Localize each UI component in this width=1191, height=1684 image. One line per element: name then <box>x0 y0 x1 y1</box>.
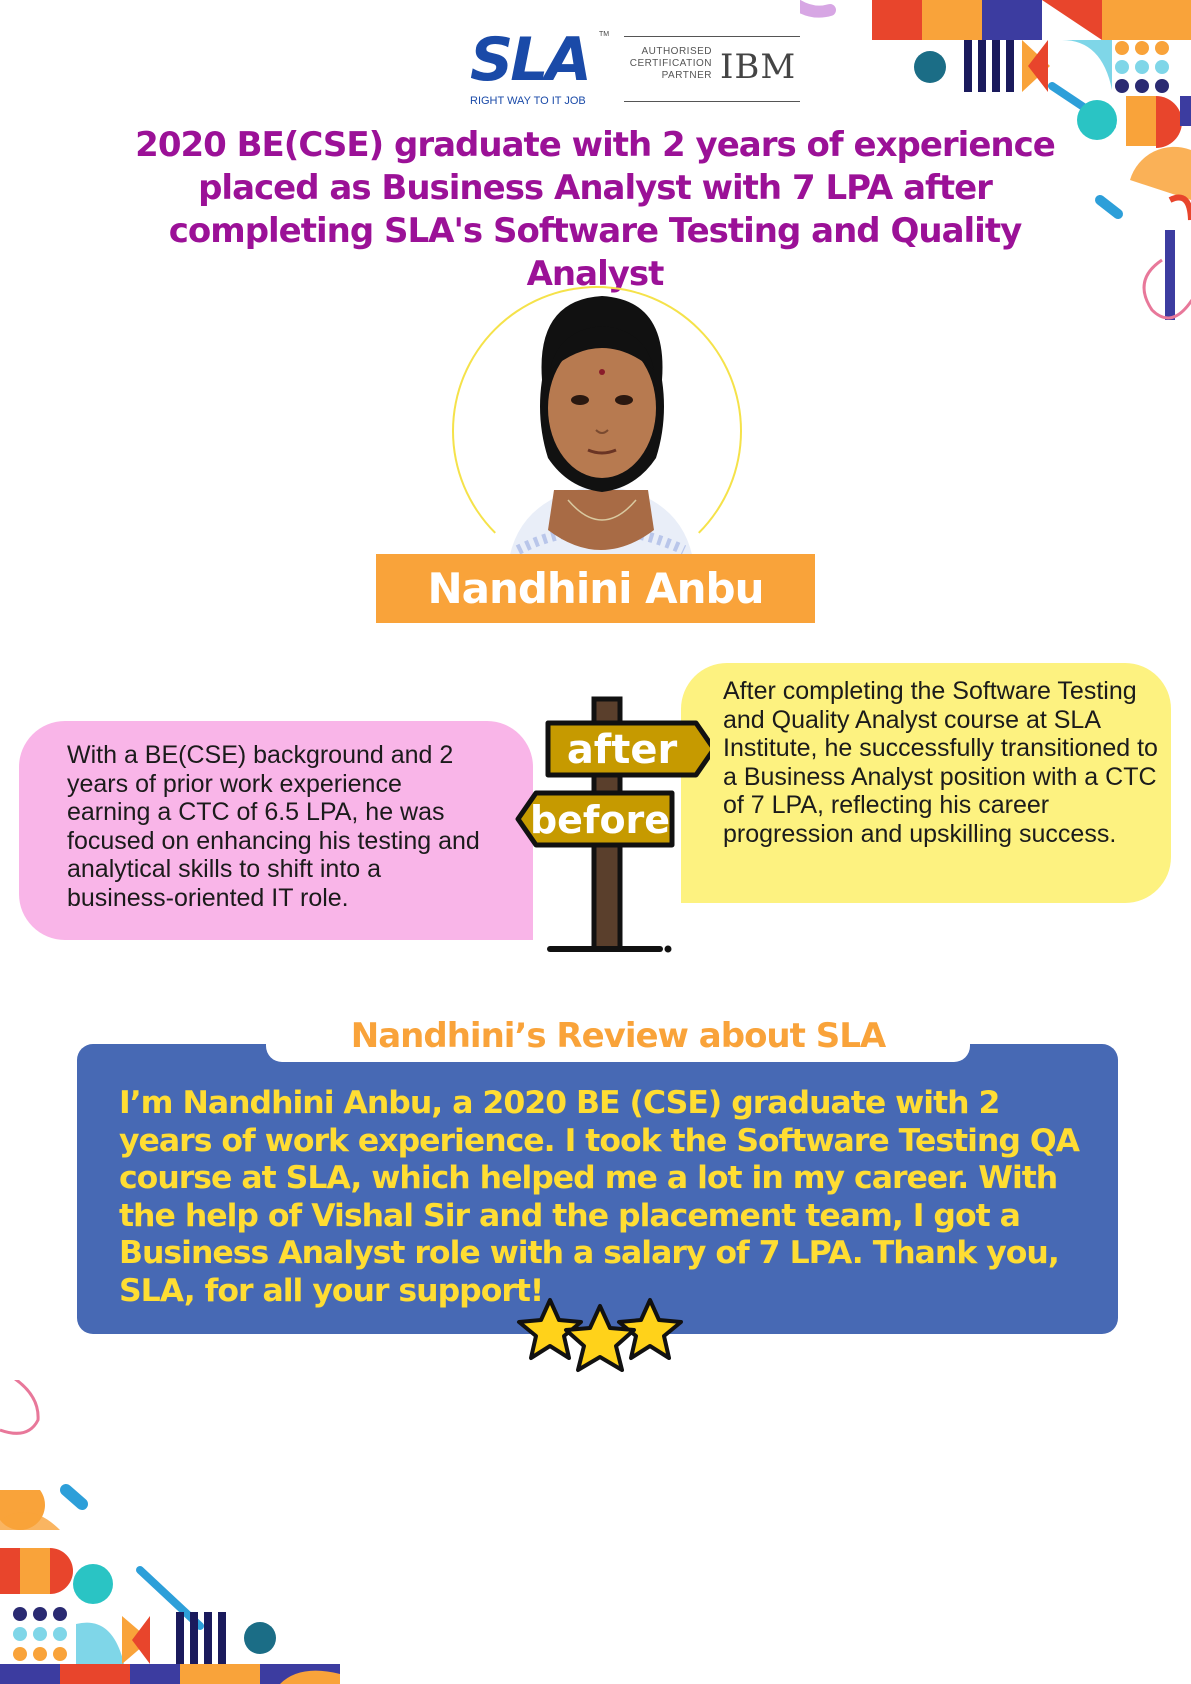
star-icon <box>566 1306 634 1370</box>
signpost-icon <box>510 695 710 957</box>
after-description: After completing the Software Testing and Quality Analyst course at SLA Institute, he successfully transitioned to a Business Analyst position with a CTC of 7 LPA, reflecting his career progression and upskilling success. <box>681 663 1171 903</box>
sla-logo-text: SLA <box>470 25 589 95</box>
ibm-partner-badge <box>624 36 800 102</box>
sla-logo <box>466 25 610 110</box>
sign-after-label: after <box>566 727 678 773</box>
student-photo <box>478 290 724 565</box>
decorative-pattern-bottom-left <box>0 1380 340 1684</box>
sla-trademark: TM <box>599 31 610 38</box>
sla-tagline: RIGHT WAY TO IT JOB <box>470 95 586 107</box>
sign-before-label: before <box>529 798 671 842</box>
ibm-partner-line-3: PARTNER <box>661 70 712 81</box>
ibm-partner-caption <box>624 46 712 82</box>
ibm-partner-line-2: CERTIFICATION <box>629 58 712 69</box>
review-text: I’m Nandhini Anbu, a 2020 BE (CSE) graduate with 2 years of work experience. I took the Software Testing QA course at SLA, which helped me a lot in my career. With the help of Vishal Sir and the placement team, I got a Business Analyst role with a salary of 7 LPA. Thank you, SLA, for all your support! <box>119 1085 1080 1309</box>
review-title: Nandhini’s Review about SLA <box>350 1016 886 1056</box>
star-rating <box>512 1290 688 1374</box>
before-description: With a BE(CSE) background and 2 years of prior work experience earning a CTC of 6.5 LPA, he was focused on enhancing his testing and analytical skills to shift into a business-oriented IT role. <box>19 721 533 940</box>
ibm-partner-line-1: AUTHORISED <box>641 46 712 57</box>
student-name: Nandhini Anbu <box>376 554 815 623</box>
headline: 2020 BE(CSE) graduate with 2 years of experience placed as Business Analyst with 7 LPA after completing SLA's Software Testing and Quality Analyst <box>135 125 1055 294</box>
ibm-logo-text: IBM <box>720 47 797 87</box>
